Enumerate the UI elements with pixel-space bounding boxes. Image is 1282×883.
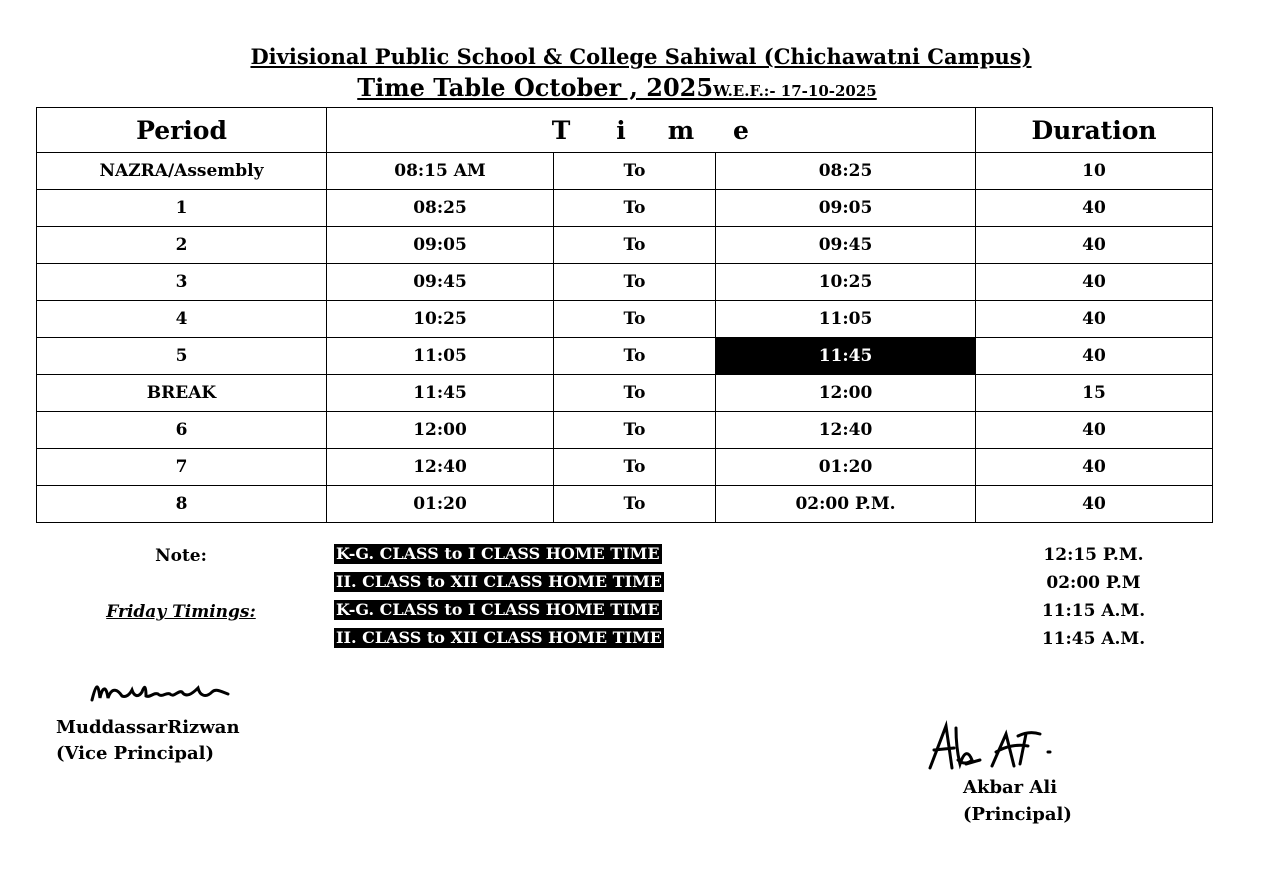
table-row [37,264,1213,301]
principal-title: (Principal) [963,804,1072,825]
to-cell: To [554,486,716,523]
duration-cell: 15 [976,375,1213,412]
wef-date: W.E.F.:- 17-10-2025 [713,82,877,100]
end-time-cell: 12:40 [716,412,976,449]
note-line: II. CLASS to XII CLASS HOME TIME [336,572,662,591]
period-cell: 3 [37,264,327,301]
note-line: K-G. CLASS to I CLASS HOME TIME [336,600,660,619]
duration-cell: 40 [976,486,1213,523]
note-line: K-G. CLASS to I CLASS HOME TIME [336,544,660,563]
period-cell: 8 [37,486,327,523]
period-cell: 7 [37,449,327,486]
to-cell: To [554,375,716,412]
principal-signature [922,720,1062,772]
duration-cell: 40 [976,449,1213,486]
end-time-cell: 09:05 [716,190,976,227]
vice-principal-title: (Vice Principal) [56,743,215,764]
end-time-cell: 10:25 [716,264,976,301]
start-time-cell: 11:45 [327,375,554,412]
period-cell: 1 [37,190,327,227]
start-time-cell: 01:20 [327,486,554,523]
note-line: II. CLASS to XII CLASS HOME TIME [336,628,662,647]
header-time: T i m e [327,108,976,153]
duration-cell: 10 [976,153,1213,190]
start-time-cell: 12:40 [327,449,554,486]
start-time-cell: 10:25 [327,301,554,338]
period-cell: 5 [37,338,327,375]
start-time-cell: 09:05 [327,227,554,264]
note-time: 02:00 P.M [1046,573,1141,593]
duration-cell: 40 [976,338,1213,375]
duration-cell: 40 [976,412,1213,449]
to-cell: To [554,227,716,264]
duration-cell: 40 [976,264,1213,301]
header-duration: Duration [976,108,1213,153]
to-cell: To [554,301,716,338]
note-time: 11:15 A.M. [1041,601,1146,621]
school-title: Divisional Public School & College Sahiwal (Chichawatni Campus) [250,44,1032,69]
end-time-cell: 11:45 [716,338,976,375]
table-row [37,227,1213,264]
note-time: 12:15 P.M. [1043,545,1144,565]
to-cell: To [554,264,716,301]
vice-principal-name: MuddassarRizwan [56,717,240,738]
end-time-cell: 08:25 [716,153,976,190]
end-time-cell: 02:00 P.M. [716,486,976,523]
table-row [37,486,1213,523]
period-cell: NAZRA/Assembly [37,153,327,190]
table-row [37,449,1213,486]
to-cell: To [554,190,716,227]
table-row [37,375,1213,412]
period-cell: 2 [37,227,327,264]
end-time-cell: 12:00 [716,375,976,412]
to-cell: To [554,412,716,449]
end-time-cell: 11:05 [716,301,976,338]
table-row [37,153,1213,190]
table-row [37,338,1213,375]
start-time-cell: 11:05 [327,338,554,375]
friday-label: Friday Timings: [106,602,256,622]
start-time-cell: 08:25 [327,190,554,227]
to-cell: To [554,338,716,375]
timetable-title: Time Table October , 2025W.E.F.:- 17-10-2025 [357,73,877,102]
period-cell: 6 [37,412,327,449]
header-period: Period [37,108,327,153]
vice-principal-signature [88,672,248,712]
start-time-cell: 08:15 AM [327,153,554,190]
table-row [37,190,1213,227]
note-label: Note: [155,546,207,566]
end-time-cell: 09:45 [716,227,976,264]
duration-cell: 40 [976,190,1213,227]
table-header-row [37,108,1213,153]
table-row [37,301,1213,338]
timetable [36,107,1213,523]
period-cell: BREAK [37,375,327,412]
principal-name: Akbar Ali [963,777,1058,798]
start-time-cell: 09:45 [327,264,554,301]
table-row [37,412,1213,449]
period-cell: 4 [37,301,327,338]
duration-cell: 40 [976,227,1213,264]
start-time-cell: 12:00 [327,412,554,449]
note-time: 11:45 A.M. [1041,629,1146,649]
duration-cell: 40 [976,301,1213,338]
end-time-cell: 01:20 [716,449,976,486]
to-cell: To [554,449,716,486]
to-cell: To [554,153,716,190]
